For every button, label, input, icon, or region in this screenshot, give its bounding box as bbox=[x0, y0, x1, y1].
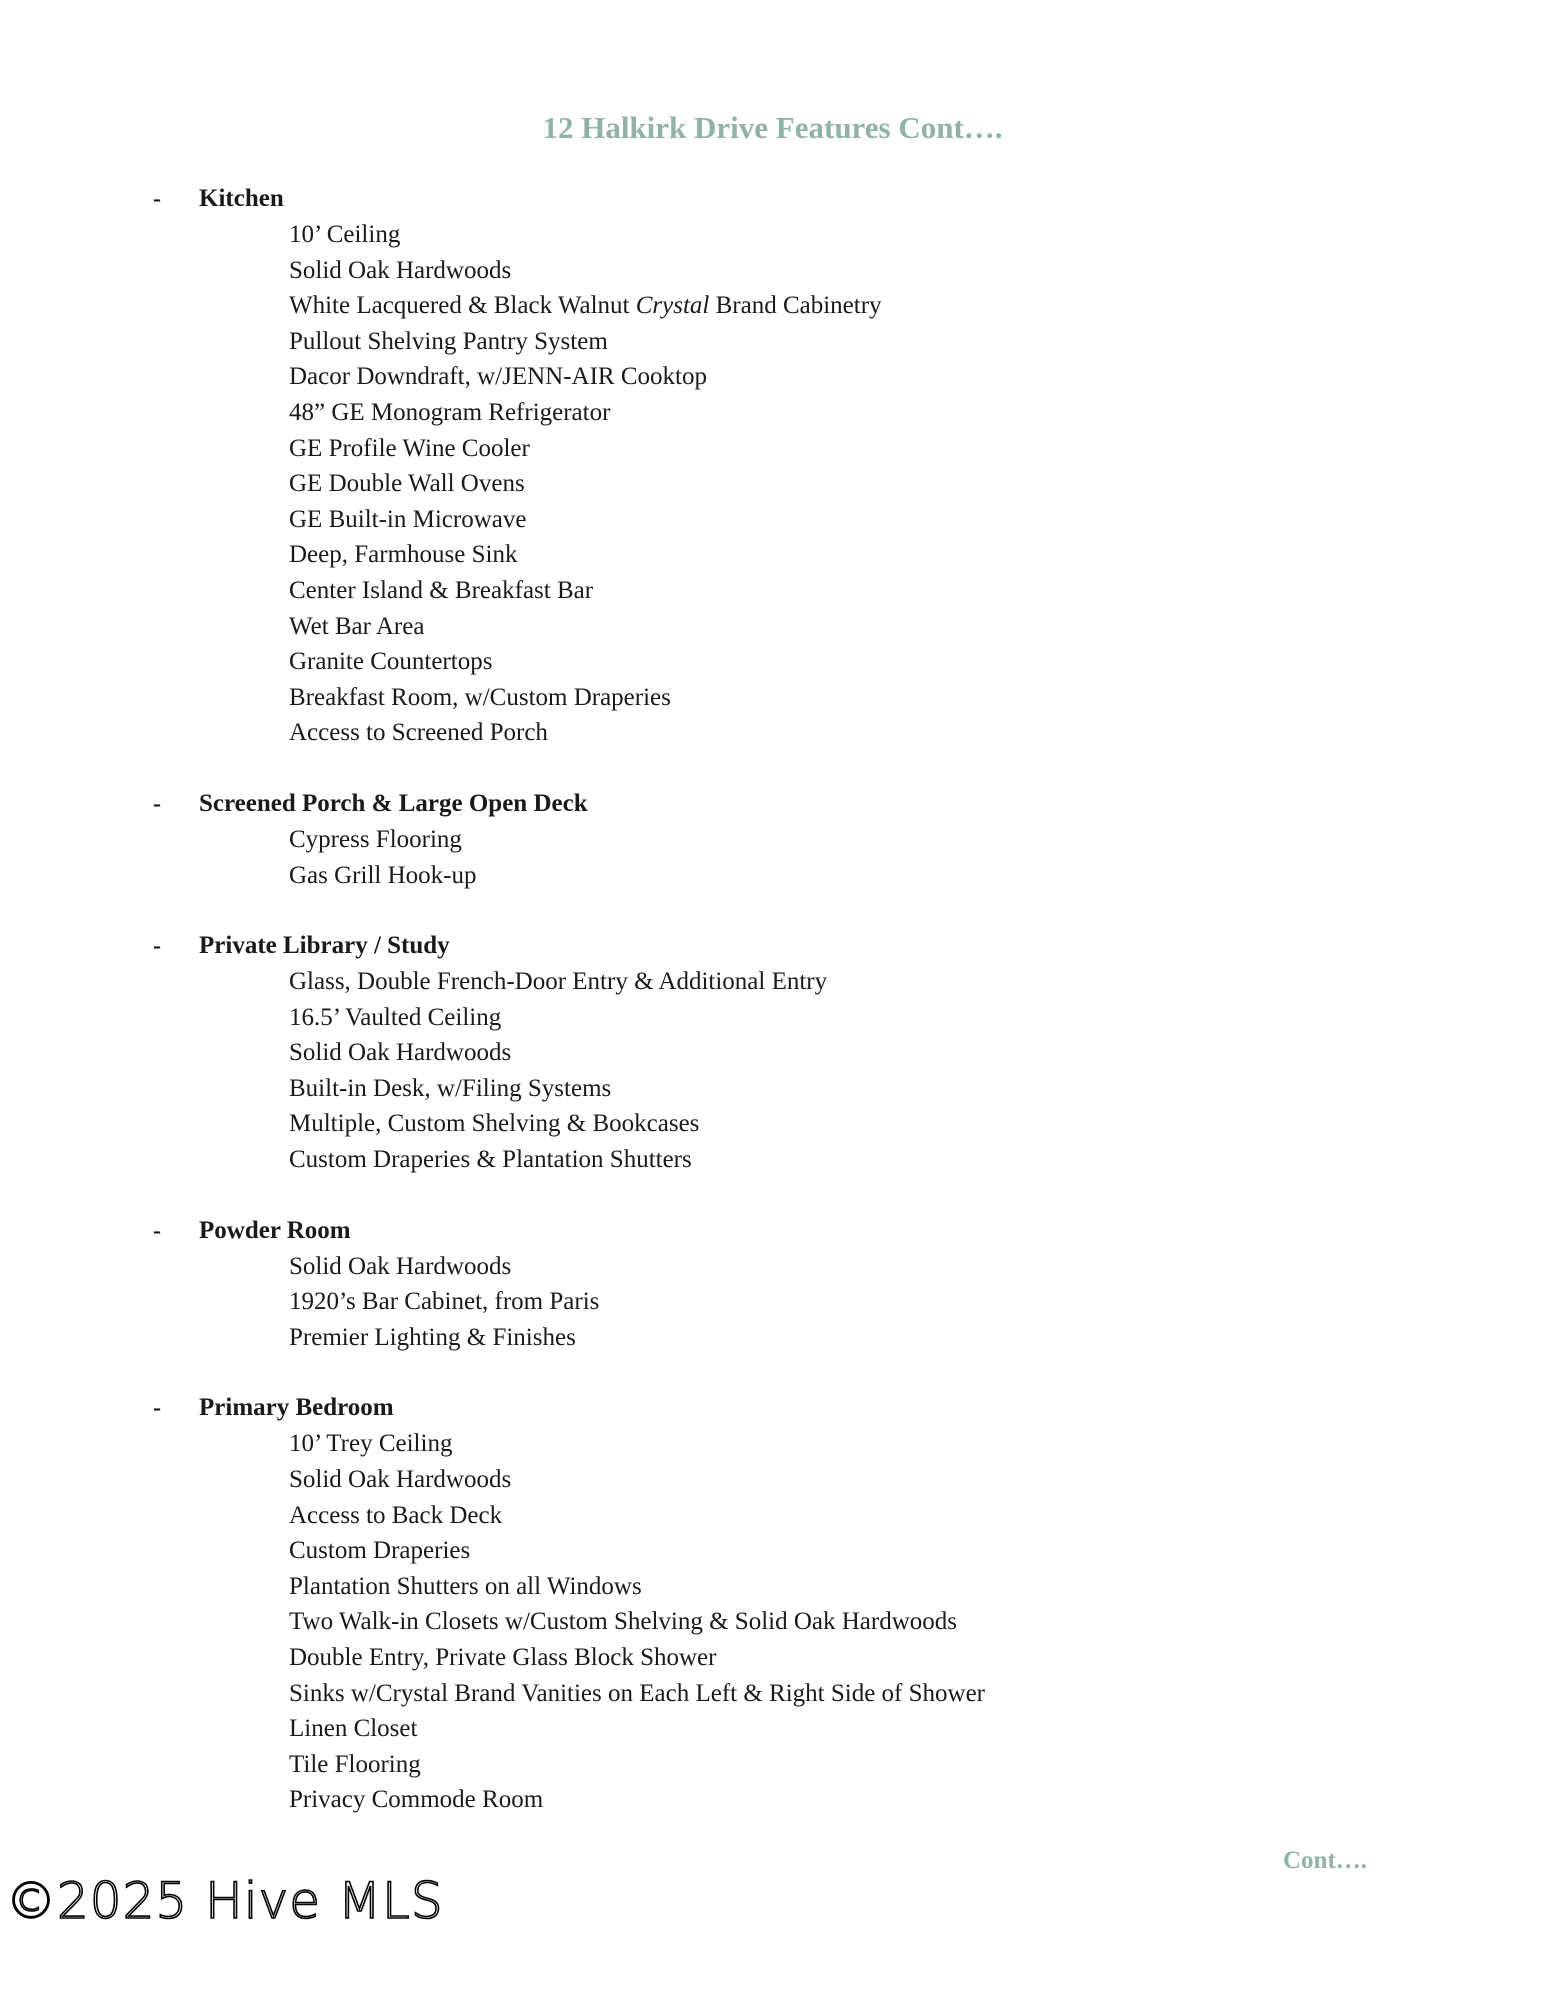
section-header bbox=[0, 1390, 1545, 1426]
feature-sections bbox=[0, 181, 1545, 1853]
feature-item: Linen Closet bbox=[289, 1715, 418, 1743]
bullet-dash: - bbox=[153, 186, 161, 212]
feature-item: Solid Oak Hardwoods bbox=[289, 1466, 512, 1494]
feature-item: Solid Oak Hardwoods bbox=[289, 1252, 512, 1280]
feature-item: Privacy Commode Room bbox=[289, 1786, 544, 1814]
feature-item: Solid Oak Hardwoods bbox=[289, 256, 512, 284]
feature-item: 10’ Ceiling bbox=[289, 221, 401, 248]
feature-item: Deep, Farmhouse Sink bbox=[289, 541, 518, 569]
feature-item: Breakfast Room, w/Custom Draperies bbox=[289, 683, 671, 711]
section-title: Screened Porch & Large Open Deck bbox=[199, 789, 588, 817]
feature-item: Solid Oak Hardwoods bbox=[289, 1039, 512, 1067]
bullet-dash: - bbox=[153, 1395, 161, 1422]
section-title: Powder Room bbox=[199, 1216, 351, 1244]
feature-item: Gas Grill Hook-up bbox=[289, 861, 477, 889]
feature-item: Multiple, Custom Shelving & Bookcases bbox=[289, 1110, 700, 1138]
cabinetry-brand: Crystal bbox=[635, 292, 710, 320]
feature-list bbox=[0, 1426, 1545, 1818]
section-title: Private Library / Study bbox=[199, 932, 450, 960]
section-header bbox=[0, 786, 1545, 822]
feature-list bbox=[0, 822, 1545, 893]
feature-item: Custom Draperies bbox=[289, 1537, 471, 1565]
section-private-library bbox=[0, 928, 1545, 1178]
feature-item: GE Built-in Microwave bbox=[289, 505, 527, 533]
feature-item: 48” GE Monogram Refrigerator bbox=[289, 398, 611, 426]
feature-item: Double Entry, Private Glass Block Shower bbox=[289, 1644, 717, 1671]
section-powder-room bbox=[0, 1213, 1545, 1356]
cabinetry-text-after: Brand Cabinetry bbox=[709, 292, 882, 320]
feature-item-cabinetry bbox=[0, 288, 1545, 324]
feature-item: Dacor Downdraft, w/JENN-AIR Cooktop bbox=[289, 363, 707, 391]
watermark-text: ©2025 Hive MLS bbox=[6, 1872, 444, 1930]
feature-item: Tile Flooring bbox=[289, 1750, 421, 1778]
feature-item: Center Island & Breakfast Bar bbox=[289, 576, 594, 604]
mls-watermark bbox=[4, 1870, 444, 1930]
feature-item: Plantation Shutters on all Windows bbox=[289, 1572, 642, 1600]
feature-item: GE Profile Wine Cooler bbox=[289, 434, 530, 462]
feature-item: Cypress Flooring bbox=[289, 825, 462, 853]
feature-item: Access to Back Deck bbox=[289, 1501, 503, 1529]
feature-item: GE Double Wall Ovens bbox=[289, 470, 525, 498]
feature-item: 1920’s Bar Cabinet, from Paris bbox=[289, 1288, 600, 1316]
feature-item: Granite Countertops bbox=[289, 648, 493, 676]
feature-item: Sinks w/Crystal Brand Vanities on Each Left & Right Side of Shower bbox=[289, 1679, 985, 1707]
section-title: Primary Bedroom bbox=[199, 1394, 394, 1422]
section-header bbox=[0, 1213, 1545, 1249]
page-title: 12 Halkirk Drive Features Cont…. bbox=[542, 110, 1003, 145]
feature-item: Pullout Shelving Pantry System bbox=[289, 327, 608, 355]
section-kitchen bbox=[0, 181, 1545, 751]
cabinetry-text-before: White Lacquered & Black Walnut bbox=[289, 292, 636, 320]
bullet-dash: - bbox=[153, 1217, 161, 1244]
section-title: Kitchen bbox=[199, 185, 284, 212]
feature-item: Custom Draperies & Plantation Shutters bbox=[289, 1146, 692, 1174]
section-header bbox=[0, 181, 1545, 217]
feature-item: 16.5’ Vaulted Ceiling bbox=[289, 1003, 502, 1031]
section-screened-porch bbox=[0, 786, 1545, 893]
feature-item: Built-in Desk, w/Filing Systems bbox=[289, 1074, 612, 1102]
feature-list bbox=[0, 964, 1545, 1178]
bullet-dash: - bbox=[153, 933, 161, 960]
continued-label: Cont…. bbox=[1283, 1847, 1368, 1874]
feature-item: 10’ Trey Ceiling bbox=[289, 1430, 453, 1458]
feature-item: Two Walk-in Closets w/Custom Shelving & Solid Oak Hardwoods bbox=[289, 1608, 957, 1636]
feature-list bbox=[0, 1249, 1545, 1356]
section-primary-bedroom bbox=[0, 1390, 1545, 1818]
feature-list bbox=[0, 217, 1545, 751]
feature-item: Access to Screened Porch bbox=[289, 719, 548, 747]
feature-item: Glass, Double French-Door Entry & Additional Entry bbox=[289, 968, 828, 996]
section-header bbox=[0, 928, 1545, 964]
feature-item: Premier Lighting & Finishes bbox=[289, 1323, 576, 1351]
feature-item: Wet Bar Area bbox=[289, 612, 425, 640]
bullet-dash: - bbox=[153, 790, 161, 817]
